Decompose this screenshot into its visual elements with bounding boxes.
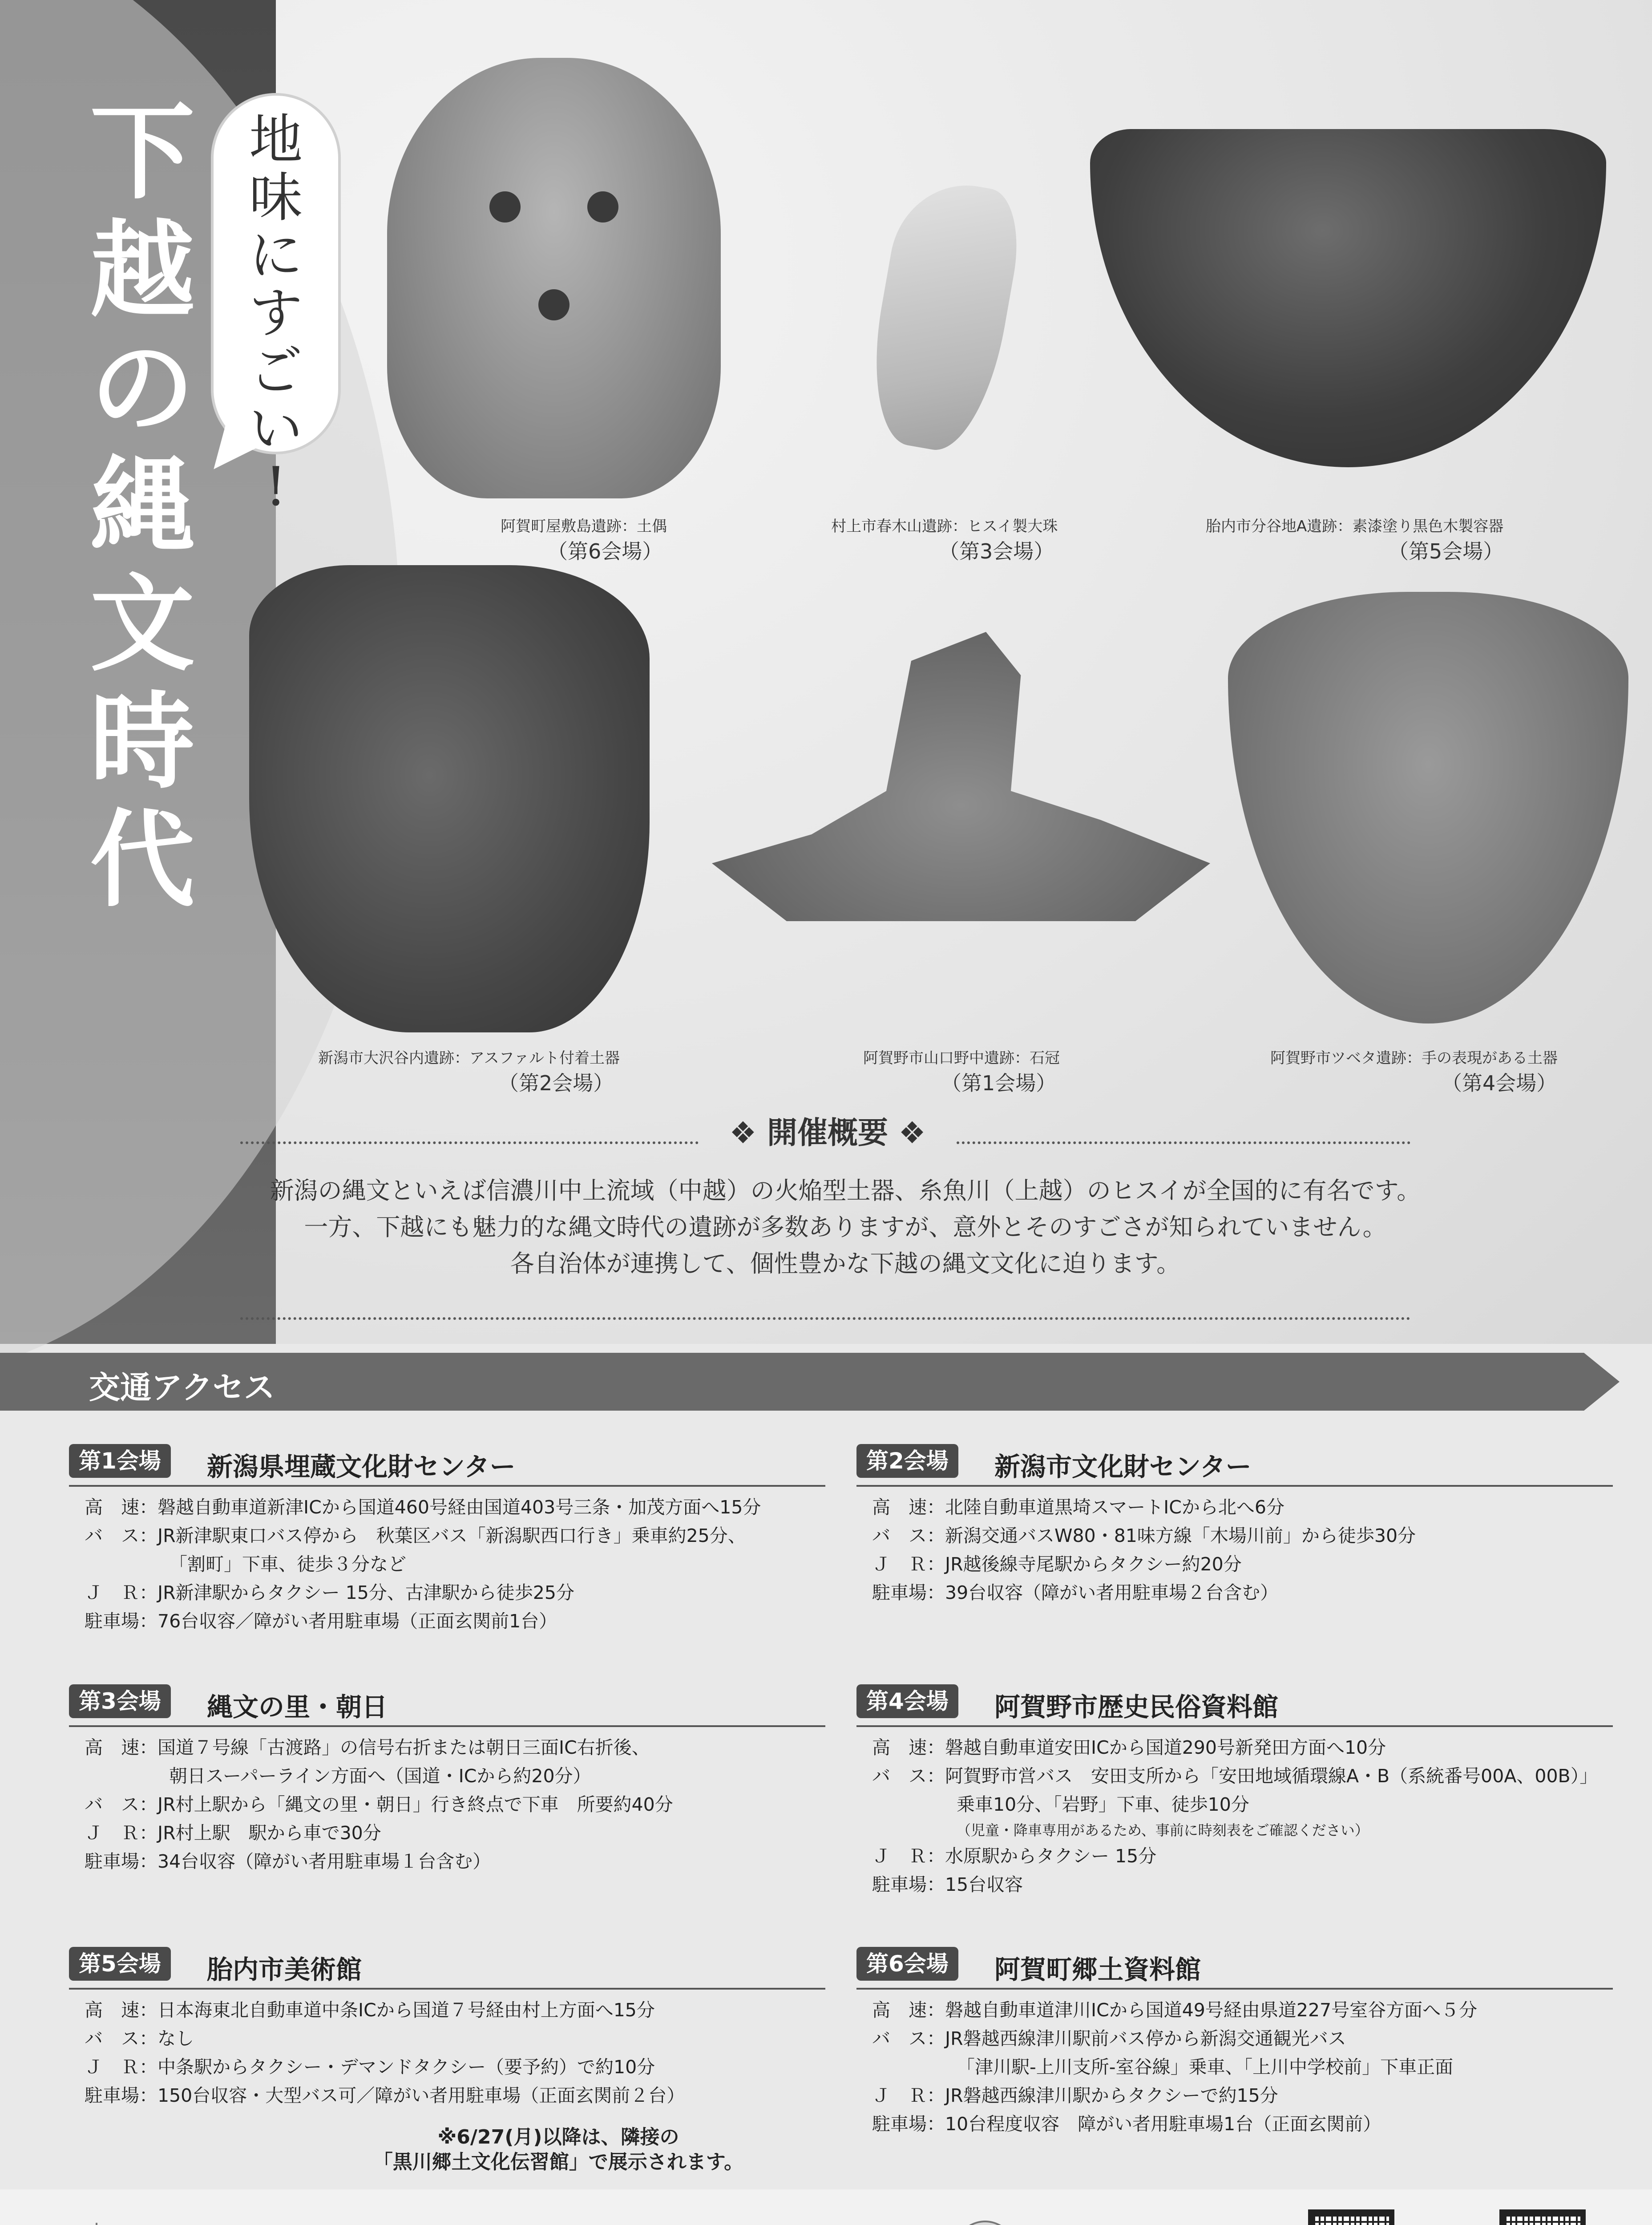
access-line: 高 速：日本海東北自動車道中条ICから国道７号経由村上方面へ15分: [85, 1999, 655, 2021]
access-heading: 交通アクセス: [89, 1369, 275, 1406]
access-line: Ｊ Ｒ：中条駅からタクシー・デマンドタクシー（要予約）で約10分: [85, 2056, 655, 2078]
venue-name: 阿賀野市歴史民俗資料館: [994, 1692, 1279, 1722]
bubble-char: 味: [249, 167, 303, 229]
overview-heading: ❖ 開催概要 ❖: [729, 1116, 926, 1151]
title-char: 文: [90, 562, 195, 685]
dotted-rule: [957, 1141, 1410, 1144]
sado-logo-icon: [1077, 2221, 1166, 2225]
access-line: バ ス：JR磐越西線津川駅前バス停から新潟交通観光バス: [872, 2028, 1346, 2049]
support-divider: [96, 2223, 97, 2225]
access-line: 駐車場：34台収容（障がい者用駐車場１台含む）: [85, 1851, 491, 1872]
access-line: バ ス：なし: [85, 2028, 194, 2049]
access-line: バ ス：新潟交通バスW80・81味方線「木場川前」から徒歩30分: [872, 1525, 1416, 1546]
access-line: 高 速：磐越自動車道安田ICから国道290号新発田方面へ10分: [872, 1737, 1386, 1758]
bubble-char: !: [265, 456, 287, 518]
bubble-char: 地: [249, 109, 303, 171]
bubble-char: ご: [249, 340, 303, 402]
artifact-venue: （第6会場）: [547, 539, 663, 563]
venue-badge: 第4会場: [856, 1684, 958, 1718]
overview-text: [178, 1173, 1513, 1282]
venue-block: [856, 1444, 1613, 1607]
venue-rule: [856, 1725, 1613, 1727]
main-title: [76, 93, 209, 919]
venue-rule: [856, 1988, 1613, 1990]
access-line: バ ス：阿賀野市営バス 安田支所から「安田地域循環線A・B（系統番号00A、00B）」: [872, 1765, 1598, 1787]
notice-line: 「黒川郷土文化伝習館」で展示されます。: [373, 2151, 744, 2173]
title-char: 越: [90, 209, 195, 332]
access-line: 駐車場：150台収容・大型バス可／障がい者用駐車場（正面玄関前２台）: [85, 2085, 685, 2106]
access-line: 駐車場：10台程度収容 障がい者用駐車場1台（正面玄関前）: [872, 2113, 1381, 2135]
footer: [0, 2189, 1652, 2225]
artifact-venue: （第5会場）: [1388, 539, 1504, 563]
relocation-notice: [347, 2125, 770, 2175]
venue-rule: [856, 1485, 1613, 1487]
artifact-caption: 阿賀町屋敷島遺跡：土偶: [501, 518, 667, 535]
artifact-venue: （第1会場）: [941, 1071, 1057, 1095]
access-line: 「津川駅-上川支所-室谷線」乗車、「上川中学校前」下車正面: [957, 2056, 1454, 2078]
overview-line: 新潟の縄文といえば信濃川中上流域（中越）の火焔型土器、糸魚川（上越）のヒスイが全国的に有名です。: [270, 1177, 1421, 1205]
access-line: バ ス：JR村上駅から「縄文の里・朝日」行き終点で下車 所要約40分: [85, 1794, 673, 1815]
artifact-venue: （第3会場）: [939, 539, 1054, 563]
venue-block: [856, 1684, 1613, 1899]
venue-rule: [69, 1485, 825, 1487]
title-char: 時: [90, 680, 195, 803]
asphalt-pottery-photo: [249, 565, 650, 1032]
overview-line: 一方、下越にも魅力的な縄文時代の遺跡が多数ありますが、意外とそのすごさが知られていません。: [304, 1213, 1387, 1241]
access-line: 高 速：磐越自動車道津川ICから国道49号経由県道227号室谷方面へ５分: [872, 1999, 1478, 2021]
title-char: 縄: [90, 445, 195, 567]
venue-badge: 第1会場: [69, 1444, 171, 1478]
bubble-char: す: [249, 283, 303, 344]
access-note: （児童・降車専用があるため、事前に時刻表をご確認ください）: [957, 1822, 1369, 1839]
access-line: 駐車場：39台収容（障がい者用駐車場２台含む）: [872, 1582, 1279, 1603]
access-line: 高 速：国道７号線「古渡路」の信号右折または朝日三面IC右折後、: [85, 1737, 650, 1758]
venue-name: 新潟市文化財センター: [994, 1452, 1252, 1482]
access-line: 乗車10分、「岩野」下車、徒歩10分: [957, 1794, 1249, 1815]
access-line: 駐車場：76台収容／障がい者用駐車場（正面玄関前1台）: [85, 1610, 557, 1632]
venue-name: 阿賀町郷土資料館: [994, 1954, 1201, 1985]
instagram-qr-code-icon[interactable]: [1499, 2209, 1586, 2225]
artifact-caption: 阿賀野市山口野中遺跡：石冠: [863, 1049, 1060, 1067]
access-line: 高 速：磐越自動車道新津ICから国道460号経由国道403号三条・加茂方面へ15分: [85, 1497, 761, 1518]
venue-badge: 第5会場: [69, 1947, 171, 1981]
dotted-rule: [240, 1317, 1410, 1320]
qr-code-icon[interactable]: [1308, 2209, 1394, 2225]
access-line: バ ス：JR新津駅東口バス停から 秋葉区バス「新潟駅西口行き」乗車約25分、: [85, 1525, 746, 1546]
title-char: 下: [90, 91, 195, 214]
venue-block: [69, 1947, 825, 2110]
venue-block: [856, 1947, 1613, 2138]
artifact-caption: 新潟市大沢谷内遺跡：アスファルト付着土器: [318, 1049, 620, 1067]
venue-name: 縄文の里・朝日: [207, 1692, 388, 1722]
artifact-venue: （第2会場）: [498, 1071, 614, 1095]
bubble-char: に: [249, 225, 303, 287]
access-line: Ｊ Ｒ：JR磐越西線津川駅からタクシーで約15分: [872, 2085, 1278, 2106]
access-line: Ｊ Ｒ：水原駅からタクシー 15分: [872, 1845, 1157, 1867]
access-line: 駐車場：15台収容: [872, 1874, 1023, 1895]
overview-line: 各自治体が連携して、個性豊かな下越の縄文文化に迫ります。: [510, 1250, 1181, 1278]
figurine-mouth: [538, 289, 570, 320]
access-line: 朝日スーパーライン方面へ（国道・ICから約20分）: [169, 1765, 591, 1787]
venue-block: [69, 1444, 825, 1635]
artifact-caption: 胎内市分谷地A遺跡：素漆塗り黒色木製容器: [1206, 518, 1504, 535]
artifact-caption: 阿賀野市ツベタ遺跡：手の表現がある土器: [1270, 1049, 1558, 1067]
supporter-list: [113, 2223, 870, 2225]
venue-badge: 第6会場: [856, 1947, 958, 1981]
venue-block: [69, 1684, 825, 1876]
title-char: の: [90, 327, 195, 449]
access-line: Ｊ Ｒ：JR村上駅 駅から車で30分: [85, 1822, 381, 1844]
venue-name: 胎内市美術館: [207, 1954, 362, 1985]
dogu-figurine-photo: [387, 58, 721, 498]
access-line: 高 速：北陸自動車道黒埼スマートICから北へ6分: [872, 1497, 1284, 1518]
title-char: 代: [90, 798, 195, 921]
artifact-caption: 村上市春木山遺跡：ヒスイ製大珠: [831, 518, 1058, 535]
venue-name: 新潟県埋蔵文化財センター: [207, 1452, 516, 1482]
venue-rule: [69, 1725, 825, 1727]
venue-badge: 第2会場: [856, 1444, 958, 1478]
access-line: Ｊ Ｒ：JR越後線寺尾駅からタクシー約20分: [872, 1553, 1242, 1575]
venue-rule: [69, 1988, 825, 1990]
bubble-text: [236, 111, 316, 516]
dotted-rule: [240, 1141, 699, 1144]
venue-badge: 第3会場: [69, 1684, 171, 1718]
artifact-venue: （第4会場）: [1442, 1071, 1557, 1095]
bubble-char: い: [249, 398, 303, 460]
access-line: Ｊ Ｒ：JR新津駅からタクシー 15分、古津駅から徒歩25分: [85, 1582, 574, 1603]
figurine-eye: [587, 191, 618, 222]
notice-line: ※6/27(月)以降は、隣接の: [437, 2126, 679, 2148]
figurine-eye: [489, 191, 521, 222]
access-line: 「割町」下車、徒歩３分など: [169, 1553, 406, 1575]
supporter-line: [113, 2223, 870, 2225]
